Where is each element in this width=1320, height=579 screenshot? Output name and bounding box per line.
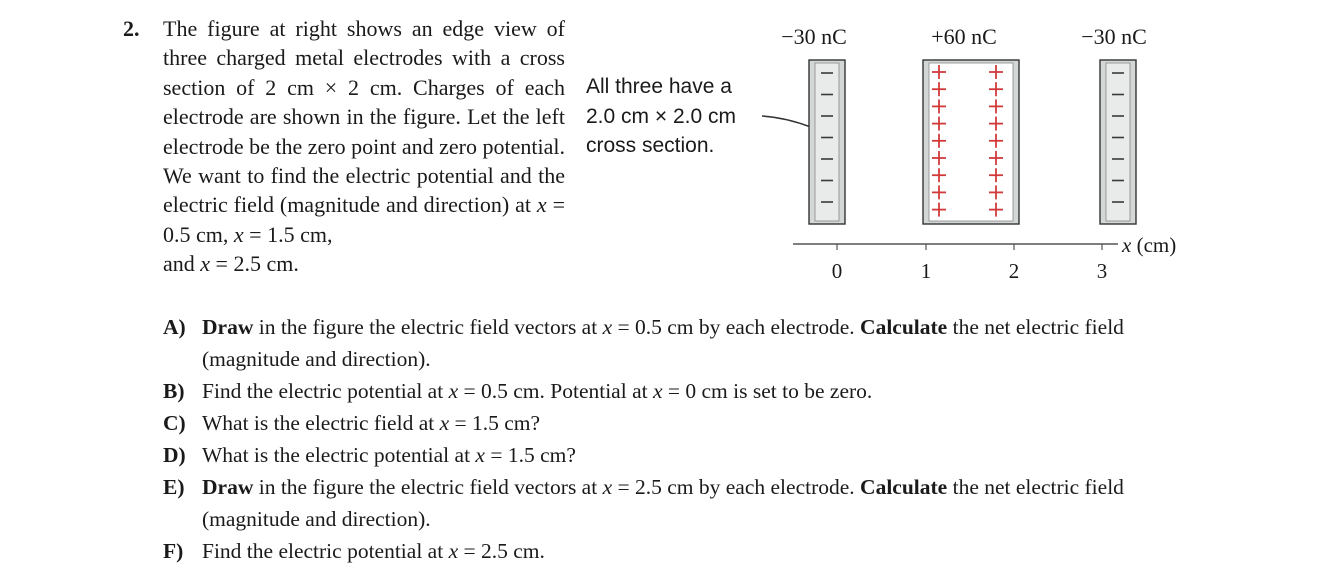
question-parts [163,311,1203,567]
part-text: Draw in the figure the electric field vectors at x = 2.5 cm by each electrode. Calculate the net electric field (magnitude and direction). [202,475,1124,531]
problem-text: The figure at right shows an edge view of three charged metal electrodes with a cross section of 2 cm × 2 cm. Charges of each electrode are shown in the figure. Let the left electrode be the zero point and zero potential. We want to find the electric potential and the electric field (magnitude and direction) at [163,16,565,218]
charge-label-left: −30 nC [781,24,847,49]
equation-1: = 0.5 cm, [163,192,565,247]
axis-label-var: x [1122,233,1132,257]
part-text: What is the electric field at x = 1.5 cm? [202,411,541,435]
tick-label-2: 2 [1008,259,1020,283]
part-e [163,471,1203,535]
part-text: Find the electric potential at x = 2.5 cm. [202,539,545,563]
electrode-middle [923,60,1019,224]
axis-label-unit: (cm) [1131,233,1177,257]
part-text: Draw in the figure the electric field vectors at x = 0.5 cm by each electrode. Calculate the net electric field (magnitude and direction). [202,315,1124,371]
variable-x: x [200,251,211,277]
tick-label-1: 1 [920,259,932,283]
electrode-left [809,60,845,224]
charge-label-right: −30 nC [1081,24,1147,49]
equation-3: = 2.5 cm. [210,251,299,277]
part-d [163,439,1203,471]
note-line-2: 2.0 cm × 2.0 cm [586,104,736,128]
equation-2: = 1.5 cm, [243,221,333,247]
part-f [163,535,1203,567]
tick-label-3: 3 [1096,259,1108,283]
part-b [163,375,1203,407]
part-label: E) [163,475,185,499]
part-label: D) [163,443,186,467]
axis-ticks [837,244,1102,250]
and-text: and [163,251,201,277]
note-line-3: cross section. [586,134,715,157]
axis-label [1121,233,1176,257]
electrode-right [1100,60,1136,224]
part-label: A) [163,315,186,339]
variable-x: x [536,192,547,218]
variable-x: x [233,221,244,247]
part-text: What is the electric potential at x = 1.5 cm? [202,443,576,467]
charge-label-middle: +60 nC [931,24,997,49]
note-line-1: All three have a [586,75,732,98]
part-label: B) [163,379,185,403]
part-text: Find the electric potential at x = 0.5 cm. Potential at x = 0 cm is set to be zero. [202,379,873,403]
part-label: F) [163,539,184,563]
question-number: 2. [123,16,140,41]
tick-label-0: 0 [831,259,843,283]
part-c [163,407,1203,439]
part-a [163,311,1203,375]
part-label: C) [163,411,186,435]
